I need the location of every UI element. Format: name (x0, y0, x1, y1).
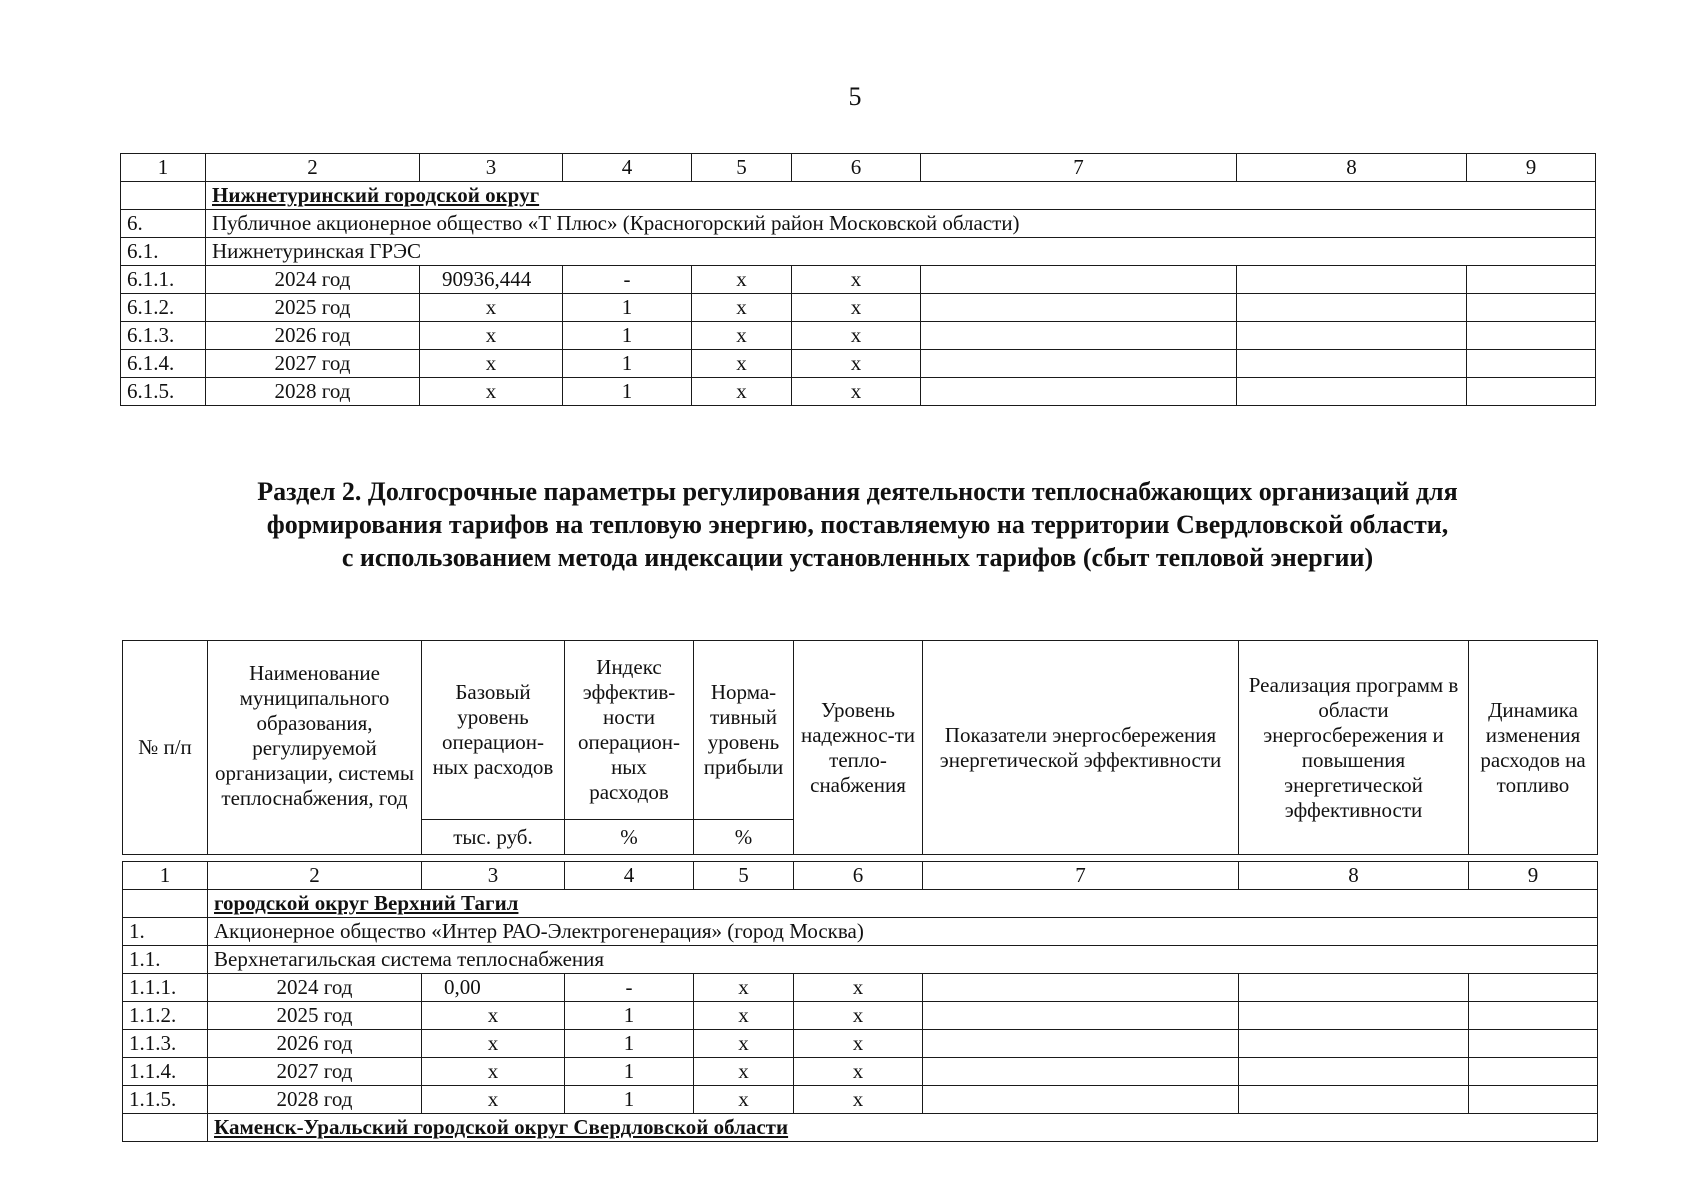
efficiency-index-cell: - (563, 266, 692, 294)
table-row (123, 1030, 1598, 1058)
efficiency-index-cell: 1 (563, 294, 692, 322)
table-header-row (123, 641, 1598, 820)
col-num: 5 (692, 154, 792, 182)
row-number: 6.1.1. (121, 266, 206, 294)
row-number: 1.1.3. (123, 1030, 208, 1058)
base-costs-cell: х (420, 322, 563, 350)
system-name: Нижнетуринская ГРЭС (206, 238, 1596, 266)
base-costs-cell: х (422, 1030, 565, 1058)
row-number: 1. (123, 918, 208, 946)
col-num: 8 (1239, 862, 1469, 890)
section-title-line: Раздел 2. Долгосрочные параметры регулирования деятельности теплоснабжающих организаций для (257, 477, 1458, 506)
header-energy-saving: Показатели энергосбережения энергетической эффективности (923, 641, 1239, 855)
group-row (123, 1114, 1598, 1142)
year-cell: 2025 год (208, 1002, 422, 1030)
header-base-costs: Базовый уровень операцион-ных расходов (422, 641, 565, 820)
year-cell: 2027 год (208, 1058, 422, 1086)
reliability-cell: х (794, 1002, 923, 1030)
profit-level-cell: х (694, 1030, 794, 1058)
efficiency-index-cell: 1 (565, 1002, 694, 1030)
org-row (123, 918, 1598, 946)
table-row (121, 322, 1596, 350)
year-cell: 2026 год (206, 322, 420, 350)
base-costs-cell: х (422, 1002, 565, 1030)
row-number: 6.1.4. (121, 350, 206, 378)
profit-level-cell: х (692, 294, 792, 322)
row-number: 6.1.5. (121, 378, 206, 406)
reliability-cell: х (792, 350, 921, 378)
efficiency-index-cell: 1 (565, 1030, 694, 1058)
col-num: 2 (206, 154, 420, 182)
system-row (123, 946, 1598, 974)
base-costs-cell: 0,00 (422, 974, 565, 1002)
reliability-cell: х (794, 1058, 923, 1086)
table-row (123, 1058, 1598, 1086)
reliability-cell: х (794, 974, 923, 1002)
efficiency-index-cell: 1 (563, 378, 692, 406)
col-num: 6 (794, 862, 923, 890)
col-num: 4 (565, 862, 694, 890)
profit-level-cell: х (692, 378, 792, 406)
table-continuation (120, 153, 1596, 406)
year-cell: 2027 год (206, 350, 420, 378)
unit-percent: % (565, 820, 694, 855)
group-row (121, 182, 1596, 210)
year-cell: 2028 год (208, 1086, 422, 1114)
system-name: Верхнетагильская система теплоснабжения (208, 946, 1598, 974)
org-name: Акционерное общество «Интер РАО-Электрогенерация» (город Москва) (208, 918, 1598, 946)
col-num: 1 (121, 154, 206, 182)
table-row (121, 350, 1596, 378)
group-name: городской округ Верхний Тагил (208, 890, 1598, 918)
section-title-line: с использованием метода индексации установленных тарифов (сбыт тепловой энергии) (341, 543, 1374, 572)
row-number: 6.1. (121, 238, 206, 266)
table-section-2 (122, 640, 1598, 1142)
efficiency-index-cell: 1 (563, 350, 692, 378)
col-num: 9 (1469, 862, 1598, 890)
col-num: 4 (563, 154, 692, 182)
row-number: 1.1.1. (123, 974, 208, 1002)
row-number: 1.1.4. (123, 1058, 208, 1086)
profit-level-cell: х (694, 1086, 794, 1114)
row-number: 1.1.2. (123, 1002, 208, 1030)
reliability-cell: х (792, 294, 921, 322)
reliability-cell: х (794, 1086, 923, 1114)
profit-level-cell: х (694, 1002, 794, 1030)
base-costs-cell: х (422, 1086, 565, 1114)
efficiency-index-cell: 1 (563, 322, 692, 350)
year-cell: 2026 год (208, 1030, 422, 1058)
org-row (121, 210, 1596, 238)
row-number: 1.1. (123, 946, 208, 974)
unit-percent: % (694, 820, 794, 855)
table-row (123, 1086, 1598, 1114)
base-costs-cell: 90936,444 (420, 266, 563, 294)
base-costs-cell: х (420, 350, 563, 378)
page-number: 5 (848, 82, 862, 111)
year-cell: 2024 год (206, 266, 420, 294)
table-row (123, 1002, 1598, 1030)
year-cell: 2028 год (206, 378, 420, 406)
base-costs-cell: х (420, 378, 563, 406)
unit-thousand-rub: тыс. руб. (422, 820, 565, 855)
reliability-cell: х (792, 322, 921, 350)
header-fuel-dynamics: Динамика изменения расходов на топливо (1469, 641, 1598, 855)
header-number: № п/п (123, 641, 208, 855)
header-efficiency-index: Индекс эффектив-ности операцион-ных расходов (565, 641, 694, 820)
section-title-line: формирования тарифов на тепловую энергию, поставляемую на территории Свердловской области, (266, 510, 1449, 539)
col-num: 5 (694, 862, 794, 890)
table-row (121, 266, 1596, 294)
column-number-row (123, 862, 1598, 890)
org-name: Публичное акционерное общество «Т Плюс» (Красногорский район Московской области) (206, 210, 1596, 238)
group-name: Нижнетуринский городской округ (206, 182, 1596, 210)
profit-level-cell: х (692, 322, 792, 350)
header-separator (123, 855, 1598, 862)
base-costs-cell: х (420, 294, 563, 322)
year-cell: 2025 год (206, 294, 420, 322)
reliability-cell: х (792, 378, 921, 406)
base-costs-cell: х (422, 1058, 565, 1086)
reliability-cell: х (794, 1030, 923, 1058)
col-num: 3 (422, 862, 565, 890)
header-name: Наименование муниципального образования, регулируемой организации, системы теплоснабжения, год (208, 641, 422, 855)
section-title (80, 475, 1635, 574)
profit-level-cell: х (694, 974, 794, 1002)
table-row (123, 974, 1598, 1002)
column-number-row (121, 154, 1596, 182)
header-programs: Реализация программ в области энергосбережения и повышения энергетической эффективности (1239, 641, 1469, 855)
row-number: 6.1.3. (121, 322, 206, 350)
col-num: 9 (1467, 154, 1596, 182)
table-row (121, 294, 1596, 322)
profit-level-cell: х (694, 1058, 794, 1086)
efficiency-index-cell: 1 (565, 1058, 694, 1086)
profit-level-cell: х (692, 266, 792, 294)
col-num: 1 (123, 862, 208, 890)
header-reliability: Уровень надежнос-ти тепло-снабжения (794, 641, 923, 855)
group-name: Каменск-Уральский городской округ Свердловской области (208, 1114, 1598, 1142)
profit-level-cell: х (692, 350, 792, 378)
col-num: 8 (1237, 154, 1467, 182)
table-row (121, 378, 1596, 406)
header-profit-level: Норма-тивный уровень прибыли (694, 641, 794, 820)
efficiency-index-cell: 1 (565, 1086, 694, 1114)
efficiency-index-cell: - (565, 974, 694, 1002)
col-num: 7 (921, 154, 1237, 182)
reliability-cell: х (792, 266, 921, 294)
year-cell: 2024 год (208, 974, 422, 1002)
col-num: 3 (420, 154, 563, 182)
row-number: 1.1.5. (123, 1086, 208, 1114)
row-number: 6.1.2. (121, 294, 206, 322)
row-number: 6. (121, 210, 206, 238)
col-num: 7 (923, 862, 1239, 890)
group-row (123, 890, 1598, 918)
system-row (121, 238, 1596, 266)
col-num: 6 (792, 154, 921, 182)
col-num: 2 (208, 862, 422, 890)
